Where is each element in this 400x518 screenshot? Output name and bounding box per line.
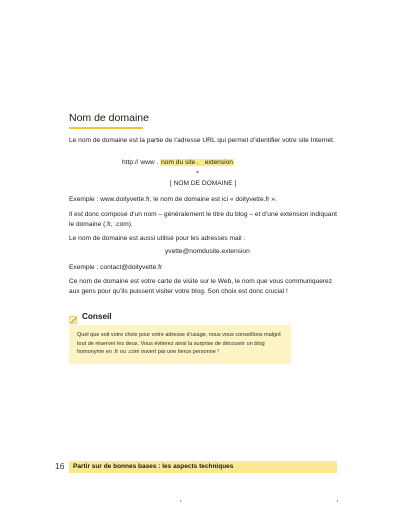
conseil-box bbox=[69, 325, 291, 364]
mail-use-paragraph: Le nom de domaine est aussi utilisé pour les adresses mail : bbox=[69, 235, 246, 242]
mail-address: yvette@nomdusite.extension bbox=[165, 248, 250, 255]
equals-sign: = bbox=[196, 170, 200, 176]
conseil-label: Conseil bbox=[82, 312, 112, 321]
url-name-highlight: nom du site . bbox=[161, 159, 199, 166]
crop-mark bbox=[337, 500, 338, 502]
footer-chapter-title: Partir sur de bonnes bases : les aspects techniques bbox=[73, 463, 234, 470]
section-title: Nom de domaine bbox=[69, 112, 149, 124]
intro-paragraph: Le nom de domaine est la partie de l’adresse URL qui permet d’identifier votre site Internet. bbox=[69, 137, 335, 144]
pencil-icon bbox=[69, 312, 78, 321]
url-extension-highlight: extension bbox=[204, 159, 233, 166]
card-paragraph: Ce nom de domaine est votre carte de visite sur le Web, le nom que vous communiquerez aux gens pour qu’ils puissent visiter votre blog. Son choix est donc crucial ! bbox=[69, 278, 333, 295]
title-underline bbox=[69, 127, 143, 129]
example-paragraph: Exemple : www.doityvette.fr, le nom de domaine est ici « doityvette.fr ». bbox=[69, 196, 277, 203]
domain-bracket-label: [ NOM DE DOMAINE ] bbox=[170, 180, 237, 187]
composed-paragraph: Il est donc composé d’un nom – généralement le titre du blog – et d’une extension indiquant le domaine (.fr, .com). bbox=[69, 211, 337, 228]
url-prefix: http:// www . bbox=[122, 159, 159, 166]
url-line bbox=[122, 158, 234, 167]
conseil-heading bbox=[69, 312, 112, 321]
conseil-text: Quel que soit votre choix pour votre adresse d’usage, nous vous conseillons malgré tout de réserver les deux. Vous éviterez ainsi la surprise de découvrir un blog homonyme en .fr ou .com ouvert par une tierce personne ! bbox=[77, 332, 281, 356]
page-number: 16 bbox=[55, 461, 65, 471]
mail-example-paragraph: Exemple : contact@doityvette.fr bbox=[69, 264, 163, 271]
crop-mark bbox=[180, 500, 181, 502]
